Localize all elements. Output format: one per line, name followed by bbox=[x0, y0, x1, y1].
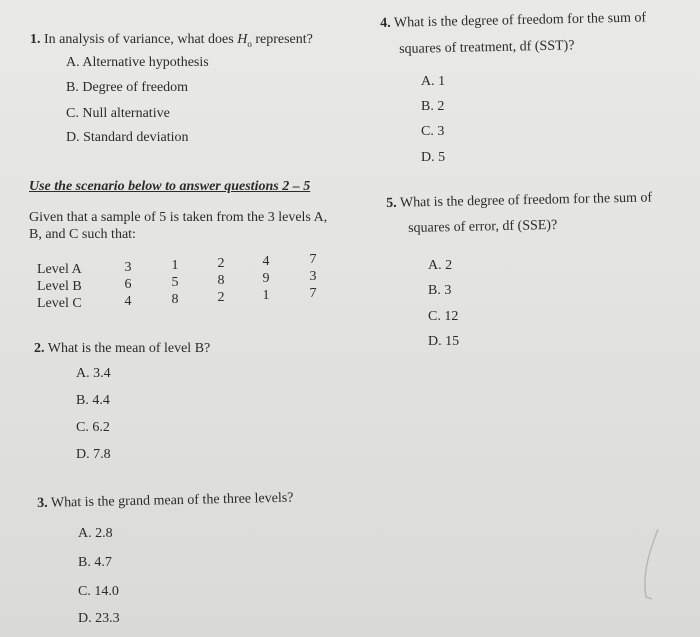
q5-option-b: B. 3 bbox=[428, 283, 452, 298]
level-a-value: 7 bbox=[309, 252, 317, 267]
question-5-text: What is the degree of freedom for the sum of bbox=[399, 190, 653, 211]
level-a-value: 1 bbox=[171, 258, 179, 273]
q4-option-a: A. 1 bbox=[421, 74, 446, 89]
question-2-number: 2. bbox=[34, 341, 45, 356]
level-a-value: 3 bbox=[124, 260, 132, 275]
q2-option-d: D. 7.8 bbox=[76, 447, 111, 462]
q3-option-b: B. 4.7 bbox=[78, 555, 112, 570]
question-2-text: What is the mean of level B? bbox=[47, 341, 211, 356]
question-1-text-before: In analysis of variance, what does bbox=[44, 32, 234, 47]
question-4-line-2: squares of treatment, df (SST)? bbox=[399, 38, 575, 57]
question-4-number: 4. bbox=[380, 15, 391, 31]
q4-option-d: D. 5 bbox=[421, 150, 446, 165]
level-c-value: 2 bbox=[217, 290, 225, 305]
question-4-line-1 bbox=[380, 10, 646, 32]
q1-option-b: B. Degree of freedom bbox=[66, 80, 189, 95]
q2-option-b: B. 4.4 bbox=[76, 393, 110, 408]
level-a-value: 4 bbox=[262, 254, 270, 269]
level-c-label: Level C bbox=[37, 296, 82, 311]
q4-option-c: C. 3 bbox=[421, 124, 445, 139]
question-1-prompt bbox=[30, 32, 313, 49]
level-b-value: 3 bbox=[309, 269, 317, 284]
q5-option-a: A. 2 bbox=[428, 258, 453, 273]
level-c-value: 7 bbox=[309, 286, 317, 301]
level-a-value: 2 bbox=[217, 256, 225, 271]
level-b-value: 8 bbox=[217, 273, 225, 288]
q3-option-a: A. 2.8 bbox=[78, 526, 113, 541]
h-symbol: H bbox=[237, 32, 248, 47]
question-3-text: What is the grand mean of the three levels? bbox=[50, 490, 294, 511]
q2-option-c: C. 6.2 bbox=[76, 420, 110, 435]
q3-option-c: C. 14.0 bbox=[78, 584, 119, 599]
question-1-number: 1. bbox=[30, 32, 41, 47]
scenario-title: Use the scenario below to answer questions 2 – 5 bbox=[29, 179, 311, 194]
question-1-text-after: represent? bbox=[255, 32, 313, 47]
level-b-value: 6 bbox=[124, 277, 132, 292]
level-b-value: 9 bbox=[262, 271, 270, 286]
pen-mark bbox=[630, 525, 670, 605]
scenario-line-2: B, and C such that: bbox=[29, 227, 136, 242]
question-2-prompt bbox=[34, 341, 210, 357]
question-5-line-2: squares of error, df (SSE)? bbox=[408, 217, 558, 236]
level-a-label: Level A bbox=[37, 262, 82, 277]
scenario-line-1: Given that a sample of 5 is taken from the 3 levels A, bbox=[29, 210, 328, 225]
question-4-text: What is the degree of freedom for the sum of bbox=[393, 10, 647, 31]
q1-option-c: C. Null alternative bbox=[66, 106, 170, 121]
q5-option-c: C. 12 bbox=[428, 309, 459, 324]
level-c-value: 1 bbox=[262, 288, 270, 303]
question-5-number: 5. bbox=[386, 195, 397, 211]
q4-option-b: B. 2 bbox=[421, 99, 445, 114]
level-b-label: Level B bbox=[37, 279, 82, 294]
level-c-value: 8 bbox=[171, 292, 179, 307]
q1-option-d: D. Standard deviation bbox=[66, 130, 189, 145]
q3-option-d: D. 23.3 bbox=[78, 611, 120, 626]
q2-option-a: A. 3.4 bbox=[76, 366, 111, 381]
question-3-prompt bbox=[37, 491, 294, 512]
q1-option-a: A. Alternative hypothesis bbox=[66, 55, 209, 70]
q5-option-d: D. 15 bbox=[428, 334, 460, 349]
level-c-value: 4 bbox=[124, 294, 132, 309]
h-subscript: o bbox=[247, 38, 252, 49]
question-5-line-1 bbox=[386, 190, 652, 212]
level-b-value: 5 bbox=[171, 275, 179, 290]
question-3-number: 3. bbox=[37, 495, 48, 511]
